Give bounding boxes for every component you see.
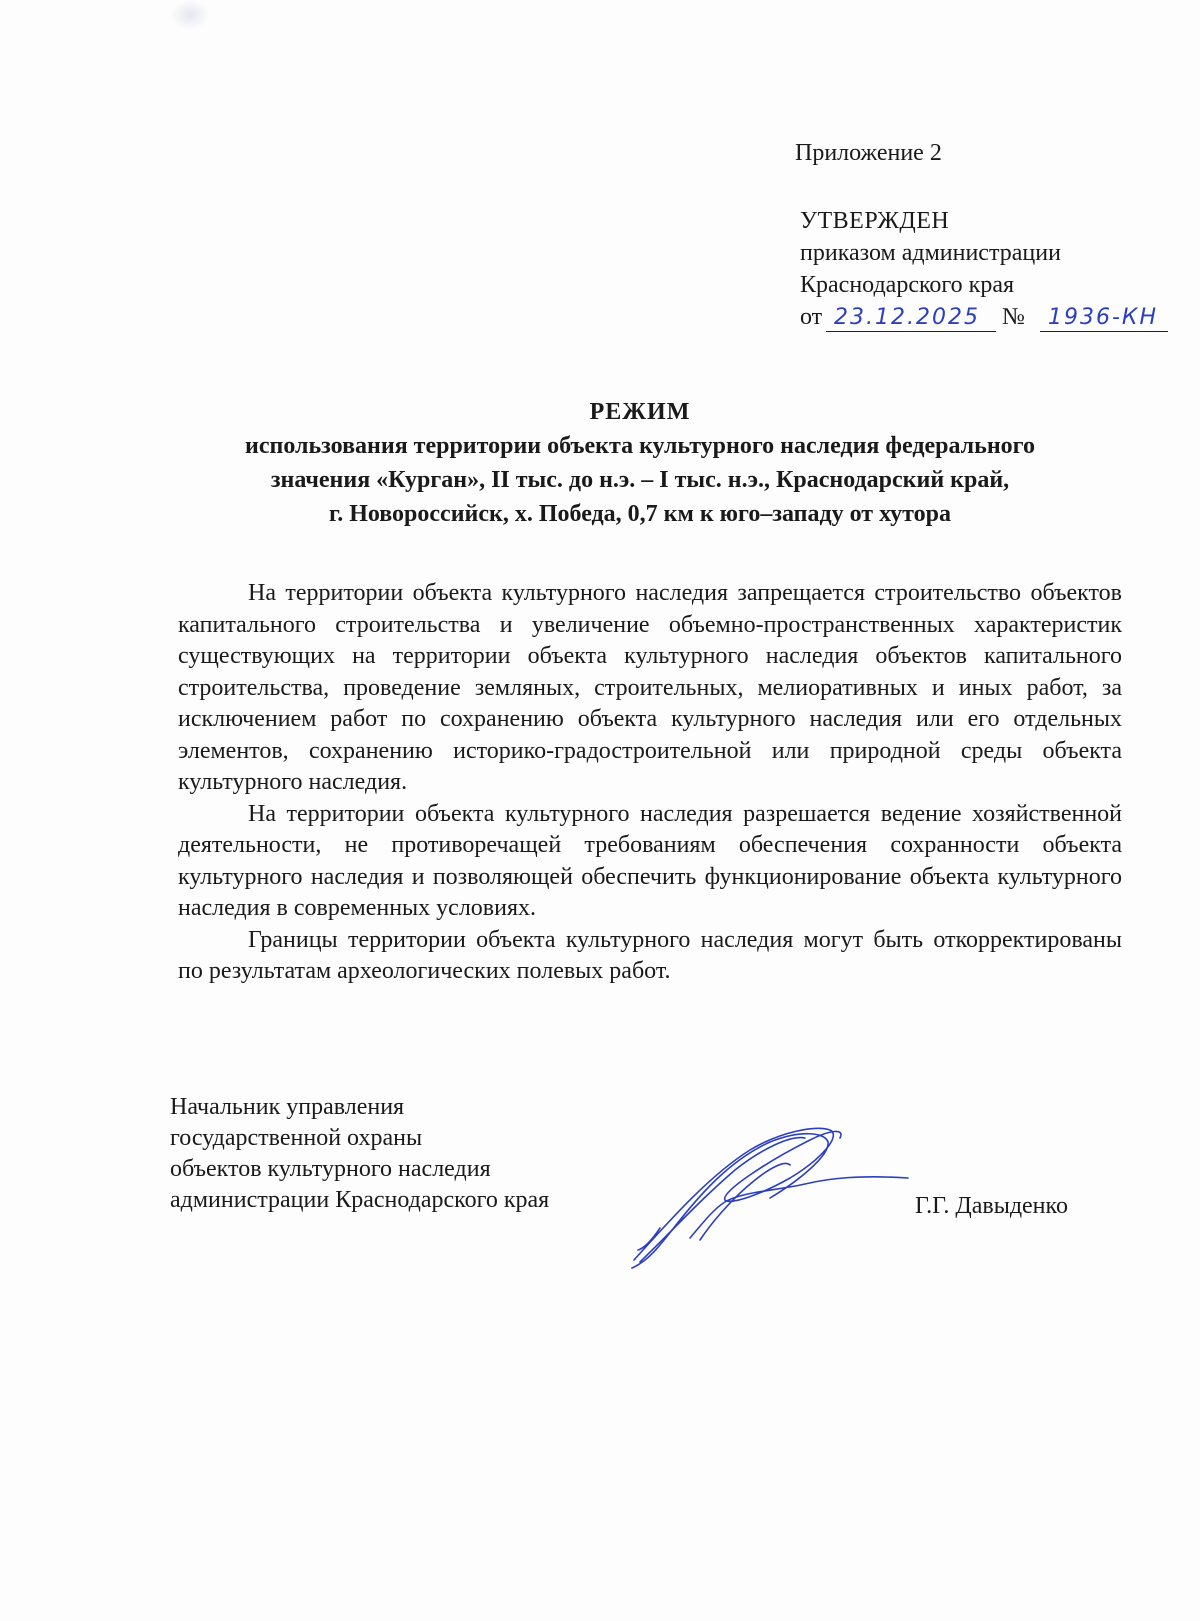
heading-line1: использования территории объекта культурного наследия федерального — [245, 433, 1035, 459]
document-heading — [160, 395, 1120, 531]
order-number-sign: № — [1002, 304, 1025, 330]
order-date-handwritten: 23.12.2025 — [834, 305, 980, 330]
appendix-label: Приложение 2 — [795, 140, 942, 166]
approved-title: УТВЕРЖДЕН — [800, 208, 950, 234]
document-body — [178, 578, 1122, 988]
order-date-field — [826, 301, 996, 332]
signer-position — [170, 1092, 549, 1216]
scan-artefact — [170, 0, 210, 30]
order-from-label: от — [800, 304, 823, 330]
body-paragraph-2: На территории объекта культурного наследия разрешается ведение хозяйственной деятельности, не противоречащей требованиям обеспечения сохранности объекта культурного наследия и позволяющей обеспечить функционирование объекта культурного наследия в современных условиях. — [178, 800, 1122, 921]
heading-line2: значения «Курган», II тыс. до н.э. – I тыс. н.э., Краснодарский край, — [270, 467, 1010, 493]
order-number-handwritten: 1936-КН — [1048, 305, 1159, 330]
order-line — [800, 301, 1159, 333]
heading-title: РЕЖИМ — [589, 399, 691, 425]
position-line3: объектов культурного наследия — [170, 1156, 491, 1182]
handwritten-signature — [630, 1120, 910, 1280]
approval-block — [800, 205, 1159, 333]
approved-by-line2: Краснодарского края — [800, 272, 1015, 298]
body-paragraph-3: Границы территории объекта культурного наследия могут быть откорректированы по результатам археологических полевых работ. — [178, 926, 1122, 984]
order-number-field — [1040, 301, 1168, 332]
position-line4: администрации Краснодарского края — [170, 1187, 550, 1213]
approved-by-line1: приказом администрации — [800, 240, 1061, 266]
signer-name: Г.Г. Давыденко — [915, 1193, 1068, 1219]
heading-line3: г. Новороссийск, х. Победа, 0,7 км к юго–западу от хутора — [329, 501, 951, 527]
body-paragraph-1: На территории объекта культурного наследия запрещается строительство объектов капитального строительства и увеличение объемно-пространственных характеристик существующих на территории объекта культурного наследия объектов капитального строительства, проведение земляных, строительных, мелиоративных и иных работ, за исключением работ по сохранению объекта культурного наследия или его отдельных элементов, сохранению историко-градостроительной или природной среды объекта культурного наследия. — [178, 580, 1122, 795]
position-line1: Начальник управления — [170, 1094, 405, 1120]
position-line2: государственной охраны — [170, 1125, 423, 1151]
